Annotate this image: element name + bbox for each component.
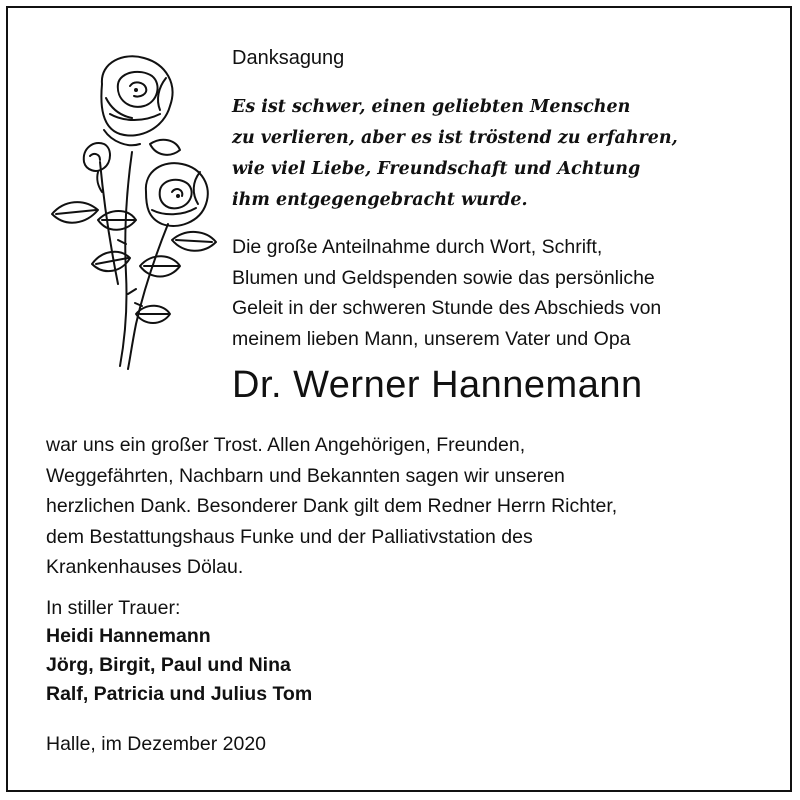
memorial-quote bbox=[232, 92, 678, 216]
body-line: herzlichen Dank. Besonderer Dank gilt dem Redner Herrn Richter, bbox=[46, 495, 618, 517]
intro-line: Blumen und Geldspenden sowie das persönliche bbox=[232, 266, 655, 289]
quote-line: wie viel Liebe, Freundschaft und Achtung bbox=[232, 159, 641, 179]
rose-drawing-icon bbox=[40, 44, 220, 374]
intro-line: meinem lieben Mann, unserem Vater und Opa bbox=[232, 327, 631, 350]
mourner-name: Heidi Hannemann bbox=[46, 625, 211, 647]
mourner-name: Ralf, Patricia und Julius Tom bbox=[46, 683, 313, 705]
intro-line: Geleit in der schweren Stunde des Abschieds von bbox=[232, 297, 662, 319]
body-line: Krankenhauses Dölau. bbox=[46, 556, 244, 578]
notice-heading: Danksagung bbox=[232, 47, 345, 69]
body-line: dem Bestattungshaus Funke und der Palliativstation des bbox=[46, 525, 533, 548]
intro-line: Die große Anteilnahme durch Wort, Schrift, bbox=[232, 236, 603, 258]
mourning-label: In stiller Trauer: bbox=[46, 597, 181, 619]
mourners-list bbox=[46, 622, 312, 709]
body-line: war uns ein großer Trost. Allen Angehörigen, Freunden, bbox=[46, 434, 526, 456]
quote-line: Es ist schwer, einen geliebten Menschen bbox=[232, 97, 631, 117]
mourner-name: Jörg, Birgit, Paul und Nina bbox=[46, 654, 291, 676]
deceased-name: Dr. Werner Hannemann bbox=[232, 364, 643, 406]
body-line: Weggefährten, Nachbarn und Bekannten sagen wir unseren bbox=[46, 464, 565, 487]
intro-paragraph bbox=[232, 232, 661, 354]
thanks-paragraph bbox=[46, 430, 617, 583]
quote-line: zu verlieren, aber es ist tröstend zu erfahren, bbox=[232, 128, 678, 148]
quote-line: ihm entgegengebracht wurde. bbox=[232, 190, 528, 210]
place-and-date: Halle, im Dezember 2020 bbox=[46, 733, 267, 755]
